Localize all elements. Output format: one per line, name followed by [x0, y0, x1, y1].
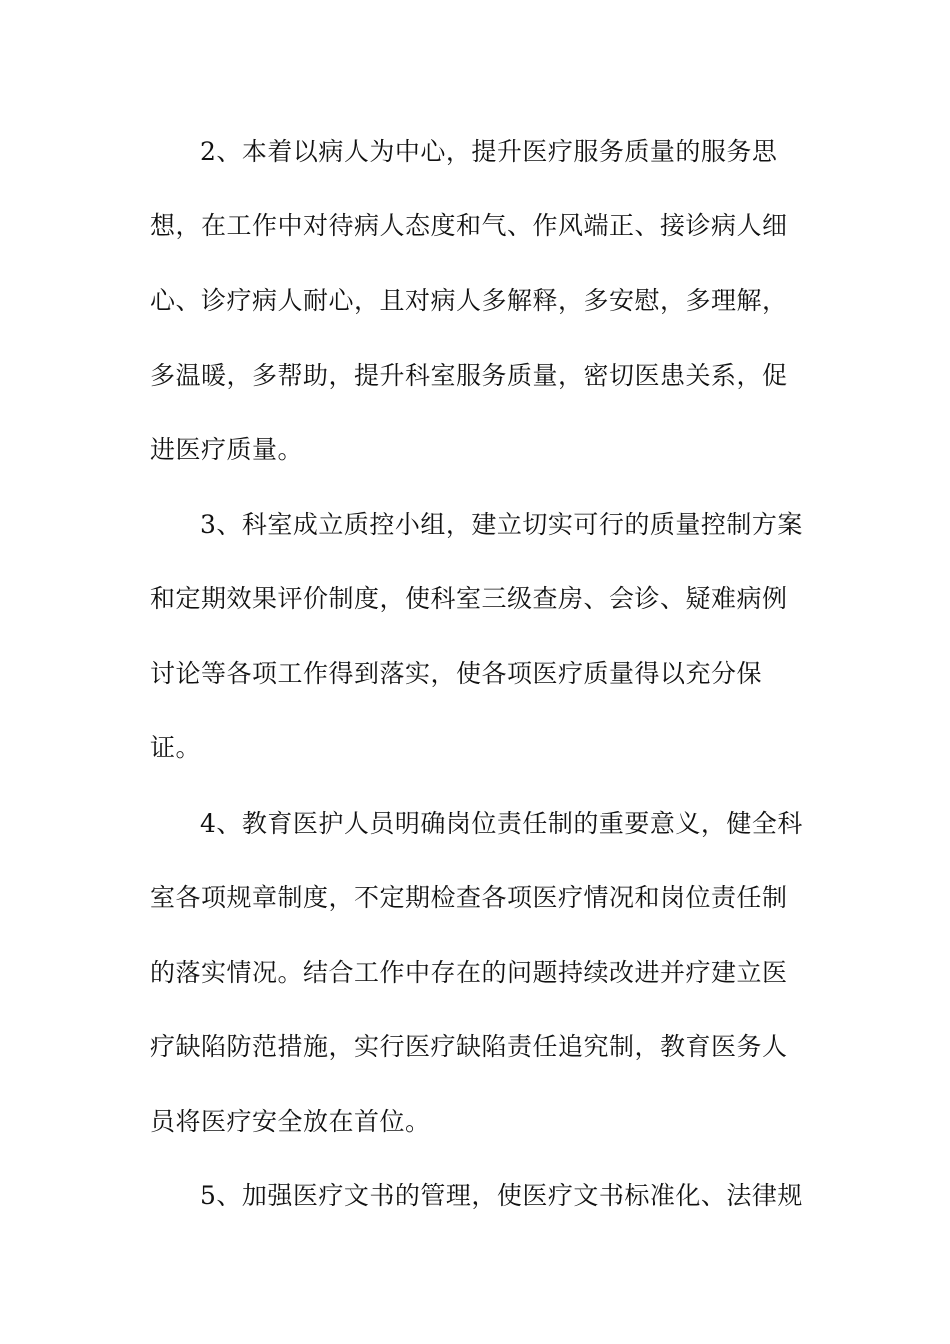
- paragraph-3-line-1: 3、科室成立质控小组，建立切实可行的质量控制方案: [200, 510, 803, 539]
- paragraph-5-line-1: 5、加强医疗文书的管理，使医疗文书标准化、法律规: [200, 1181, 803, 1210]
- paragraph-3-line-2: 和定期效果评价制度，使科室三级查房、会诊、疑难病例: [150, 584, 788, 613]
- paragraph-4-line-1: 4、教育医护人员明确岗位责任制的重要意义，健全科: [200, 809, 803, 838]
- paragraph-3-line-3: 讨论等各项工作得到落实，使各项医疗质量得以充分保: [150, 659, 763, 688]
- paragraph-2-line-2: 想，在工作中对待病人态度和气、作风端正、接诊病人细: [150, 211, 788, 240]
- paragraph-2-line-1: 2、本着以病人为中心，提升医疗服务质量的服务思: [200, 137, 778, 166]
- paragraph-2-line-3: 心、诊疗病人耐心，且对病人多解释，多安慰，多理解，: [150, 286, 788, 315]
- paragraph-3-line-4: 证。: [150, 733, 202, 762]
- paragraph-2-line-5: 进医疗质量。: [150, 435, 304, 464]
- paragraph-2-line-4: 多温暖，多帮助，提升科室服务质量，密切医患关系，促: [150, 361, 788, 390]
- paragraph-4-line-2: 室各项规章制度，不定期检查各项医疗情况和岗位责任制: [150, 883, 788, 912]
- paragraph-4-line-5: 员将医疗安全放在首位。: [150, 1107, 431, 1136]
- paragraph-4-line-3: 的落实情况。结合工作中存在的问题持续改进并疗建立医: [150, 958, 788, 987]
- paragraph-4-line-4: 疗缺陷防范措施，实行医疗缺陷责任追究制，教育医务人: [150, 1032, 788, 1061]
